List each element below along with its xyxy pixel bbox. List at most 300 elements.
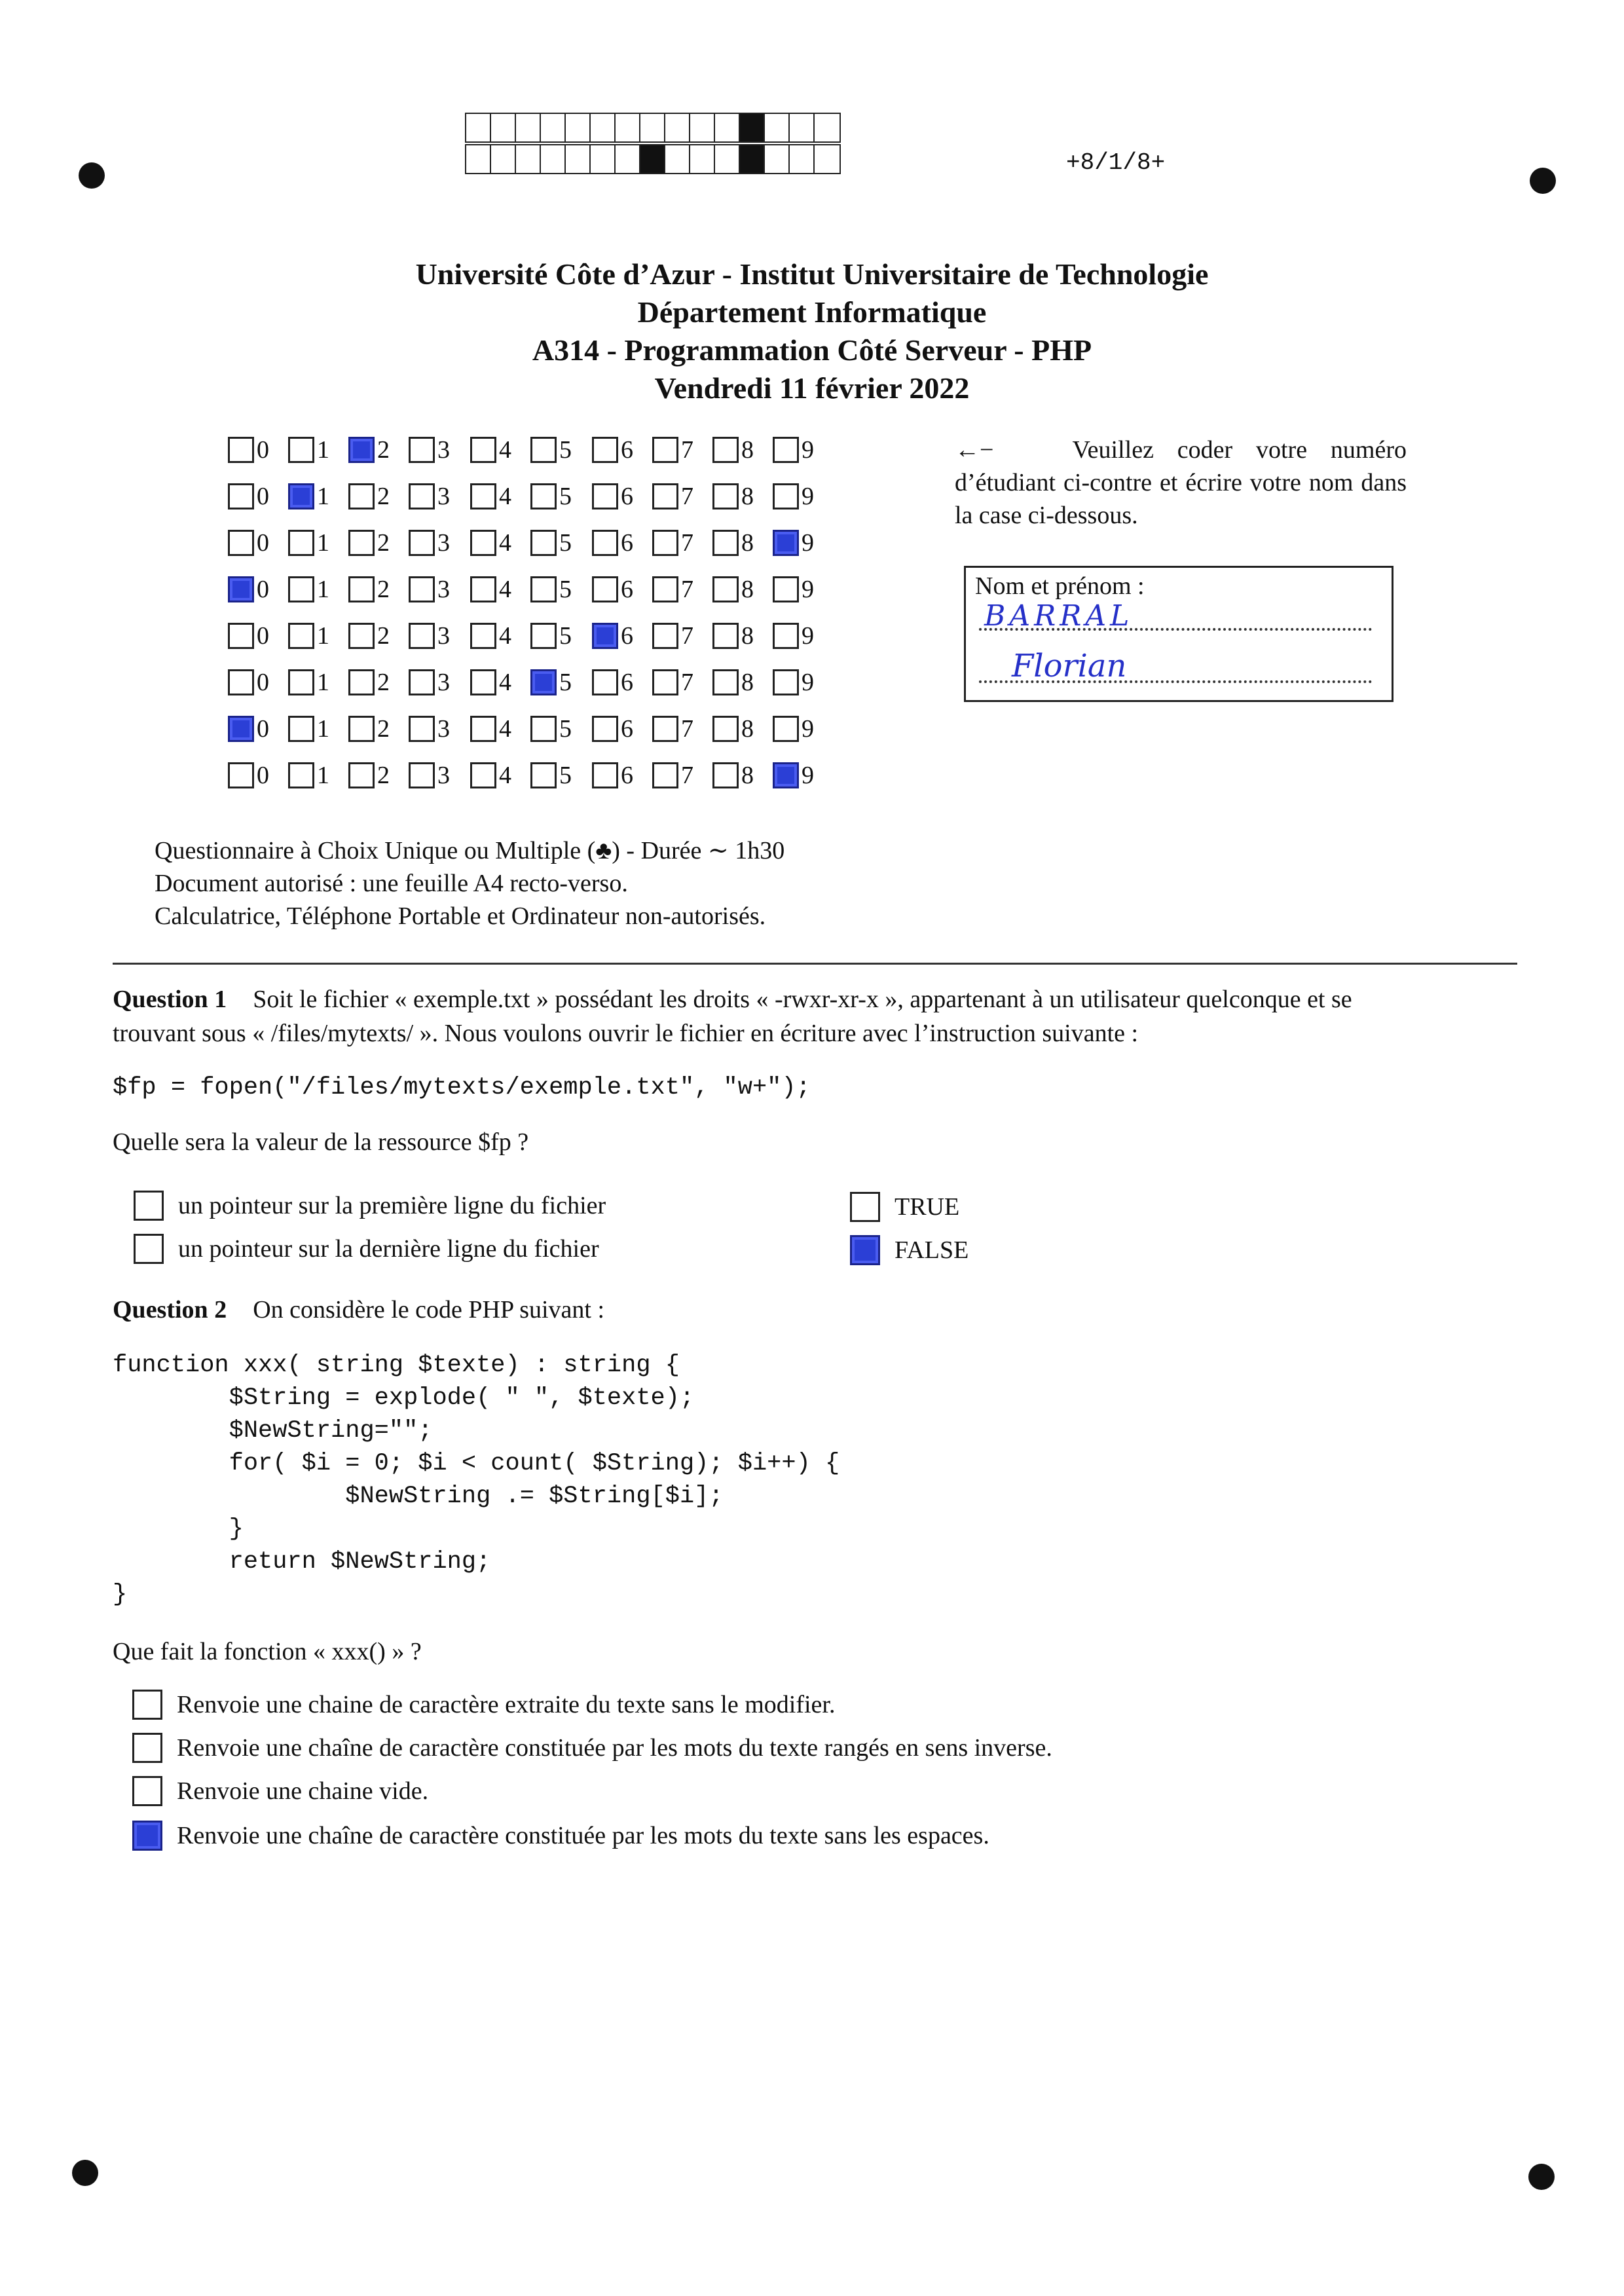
id-digit-option[interactable]	[409, 665, 450, 700]
id-digit-option[interactable]	[409, 479, 450, 514]
id-digit-option[interactable]	[773, 479, 814, 514]
id-digit-option[interactable]	[228, 758, 269, 793]
checkbox[interactable]	[773, 762, 799, 788]
checkbox[interactable]	[348, 437, 375, 463]
digit-label: 7	[681, 762, 693, 789]
id-digit-option[interactable]	[592, 758, 633, 793]
id-digit-option[interactable]	[652, 758, 693, 793]
checkbox[interactable]	[652, 762, 678, 788]
checkbox[interactable]	[592, 483, 618, 509]
checkbox[interactable]	[409, 716, 435, 742]
checkbox[interactable]	[773, 437, 799, 463]
question2-intro: On considère le code PHP suivant :	[253, 1296, 605, 1324]
checkbox[interactable]	[773, 576, 799, 602]
id-digit-option[interactable]	[348, 758, 390, 793]
checkbox[interactable]	[132, 1776, 162, 1806]
digit-label: 7	[681, 715, 693, 743]
checkbox[interactable]	[652, 576, 678, 602]
digit-label: 6	[621, 483, 633, 510]
title-date: Vendredi 11 février 2022	[654, 371, 970, 405]
digit-label: 0	[257, 669, 269, 696]
checkbox[interactable]	[409, 669, 435, 695]
id-digit-option[interactable]	[470, 758, 511, 793]
checkbox[interactable]	[228, 669, 254, 695]
checkbox[interactable]	[288, 669, 314, 695]
id-digit-option[interactable]	[773, 711, 814, 747]
id-digit-option[interactable]	[470, 618, 511, 654]
id-digit-option[interactable]	[348, 572, 390, 607]
checkbox[interactable]	[850, 1192, 880, 1222]
id-digit-option[interactable]	[409, 525, 450, 561]
checkbox[interactable]	[288, 530, 314, 556]
checkbox[interactable]	[712, 576, 739, 602]
q1-option-first-line[interactable]	[134, 1191, 606, 1221]
registration-dot-bottom-left	[72, 2160, 98, 2186]
checkbox[interactable]	[592, 576, 618, 602]
option-label: un pointeur sur la première ligne du fichier	[178, 1192, 606, 1219]
digit-label: 3	[437, 762, 450, 789]
digit-label: 8	[741, 715, 754, 743]
id-digit-option[interactable]	[228, 479, 269, 514]
id-digit-option[interactable]	[348, 618, 390, 654]
q1-option-false[interactable]	[850, 1235, 969, 1265]
checkbox[interactable]	[348, 576, 375, 602]
option-label: un pointeur sur la dernière ligne du fichier	[178, 1235, 599, 1263]
id-digit-option[interactable]	[288, 525, 329, 561]
checkbox[interactable]	[712, 762, 739, 788]
digit-label: 8	[741, 529, 754, 557]
digit-label: 9	[802, 529, 814, 557]
id-digit-option[interactable]	[228, 618, 269, 654]
checkbox[interactable]	[592, 762, 618, 788]
digit-label: 3	[437, 436, 450, 464]
barcode-cell	[790, 145, 815, 173]
checkbox[interactable]	[773, 716, 799, 742]
checkbox[interactable]	[592, 716, 618, 742]
checkbox[interactable]	[652, 716, 678, 742]
digit-label: 2	[377, 762, 390, 789]
q2-option-no-spaces[interactable]	[132, 1821, 989, 1851]
checkbox[interactable]	[712, 716, 739, 742]
q1-option-last-line[interactable]	[134, 1234, 599, 1264]
id-digit-option[interactable]	[592, 479, 633, 514]
checkbox[interactable]	[592, 530, 618, 556]
checkbox[interactable]	[134, 1234, 164, 1264]
id-digit-option[interactable]	[530, 711, 572, 747]
digit-label: 4	[499, 483, 511, 510]
id-digit-option[interactable]	[348, 432, 390, 468]
checkbox[interactable]	[228, 576, 254, 602]
barcode-cell	[591, 145, 616, 173]
id-digit-option[interactable]	[712, 665, 754, 700]
digit-label: 9	[802, 436, 814, 464]
digit-label: 1	[317, 576, 329, 603]
id-digit-option[interactable]	[409, 432, 450, 468]
barcode-cell	[815, 145, 840, 173]
checkbox[interactable]	[470, 483, 496, 509]
digit-label: 3	[437, 529, 450, 557]
id-digit-option[interactable]	[228, 665, 269, 700]
id-digit-option[interactable]	[228, 572, 269, 607]
digit-label: 6	[621, 622, 633, 650]
checkbox[interactable]	[288, 437, 314, 463]
checkbox[interactable]	[652, 623, 678, 649]
digit-label: 3	[437, 715, 450, 743]
id-digit-option[interactable]	[652, 479, 693, 514]
checkbox[interactable]	[228, 483, 254, 509]
question1-prompt: Quelle sera la valeur de la ressource $fp ?	[113, 1128, 529, 1156]
barcode-cell	[715, 114, 740, 141]
id-digit-option[interactable]	[592, 711, 633, 747]
checkbox[interactable]	[470, 762, 496, 788]
id-digit-option[interactable]	[530, 665, 572, 700]
digit-label: 9	[802, 576, 814, 603]
id-digit-option[interactable]	[530, 618, 572, 654]
barcode-cell	[765, 145, 790, 173]
id-digit-option[interactable]	[288, 432, 329, 468]
id-digit-option[interactable]	[592, 618, 633, 654]
checkbox[interactable]	[409, 483, 435, 509]
registration-dot-top-left	[79, 162, 105, 189]
id-digit-option[interactable]	[712, 432, 754, 468]
option-label: Renvoie une chaîne de caractère constituée par les mots du texte rangés en sens inverse.	[177, 1734, 1052, 1762]
checkbox[interactable]	[470, 669, 496, 695]
checkbox[interactable]	[470, 530, 496, 556]
id-digit-option[interactable]	[712, 618, 754, 654]
checkbox[interactable]	[470, 576, 496, 602]
id-digit-option[interactable]	[592, 665, 633, 700]
id-digit-option[interactable]	[652, 665, 693, 700]
title-course: A314 - Programmation Côté Serveur - PHP	[532, 333, 1092, 367]
checkbox[interactable]	[228, 437, 254, 463]
title-university: Université Côte d’Azur - Institut Universitaire de Technologie	[415, 257, 1209, 291]
id-digit-option[interactable]	[470, 711, 511, 747]
digit-label: 0	[257, 576, 269, 603]
digit-label: 8	[741, 483, 754, 510]
checkbox[interactable]	[530, 576, 557, 602]
digit-label: 8	[741, 436, 754, 464]
checkbox[interactable]	[288, 716, 314, 742]
id-digit-option[interactable]	[228, 432, 269, 468]
checkbox[interactable]	[530, 530, 557, 556]
id-digit-option[interactable]	[288, 665, 329, 700]
digit-label: 1	[317, 669, 329, 696]
question2-label: Question 2	[113, 1296, 227, 1324]
digit-label: 1	[317, 622, 329, 650]
barcode-cell	[690, 145, 715, 173]
checkbox[interactable]	[773, 483, 799, 509]
id-digit-option[interactable]	[288, 758, 329, 793]
checkbox[interactable]	[773, 623, 799, 649]
barcode-cell	[616, 145, 640, 173]
id-digit-option[interactable]	[288, 572, 329, 607]
digit-label: 7	[681, 529, 693, 557]
checkbox[interactable]	[409, 623, 435, 649]
id-digit-option[interactable]	[773, 525, 814, 561]
checkbox[interactable]	[409, 576, 435, 602]
id-instructions	[955, 434, 1407, 532]
digit-label: 4	[499, 622, 511, 650]
q2-option-reverse[interactable]	[132, 1733, 1052, 1763]
checkbox[interactable]	[712, 530, 739, 556]
checkbox[interactable]	[652, 530, 678, 556]
digit-label: 9	[802, 669, 814, 696]
checkbox[interactable]	[592, 669, 618, 695]
page-barcode-row-2	[465, 144, 841, 174]
id-digit-option[interactable]	[530, 432, 572, 468]
checkbox[interactable]	[288, 483, 314, 509]
checkbox[interactable]	[652, 483, 678, 509]
id-digit-option[interactable]	[228, 525, 269, 561]
exam-info-line-1: Questionnaire à Choix Unique ou Multiple (♣) - Durée ∼ 1h30	[155, 837, 785, 864]
q2-option-empty[interactable]	[132, 1776, 428, 1806]
checkbox[interactable]	[712, 483, 739, 509]
checkbox[interactable]	[470, 716, 496, 742]
digit-label: 8	[741, 576, 754, 603]
id-digit-option[interactable]	[773, 432, 814, 468]
checkbox[interactable]	[348, 762, 375, 788]
question1-label: Question 1	[113, 986, 227, 1013]
barcode-cell	[740, 145, 765, 173]
code-line: }	[113, 1581, 128, 1608]
checkbox[interactable]	[348, 530, 375, 556]
digit-label: 5	[559, 529, 572, 557]
id-digit-option[interactable]	[288, 711, 329, 747]
barcode-cell	[640, 145, 665, 173]
checkbox[interactable]	[288, 623, 314, 649]
id-digit-option[interactable]	[348, 479, 390, 514]
digit-label: 2	[377, 483, 390, 510]
digit-label: 2	[377, 576, 390, 603]
digit-label: 5	[559, 762, 572, 789]
checkbox[interactable]	[348, 483, 375, 509]
id-digit-option[interactable]	[409, 758, 450, 793]
digit-label: 0	[257, 436, 269, 464]
checkbox[interactable]	[288, 762, 314, 788]
handwritten-last-name: BARRAL	[984, 599, 1134, 633]
checkbox[interactable]	[228, 623, 254, 649]
checkbox[interactable]	[652, 437, 678, 463]
checkbox[interactable]	[228, 762, 254, 788]
checkbox[interactable]	[132, 1821, 162, 1851]
page-barcode-row-1	[465, 113, 841, 143]
id-digit-option[interactable]	[409, 572, 450, 607]
code-line: return $NewString;	[113, 1548, 491, 1576]
checkbox[interactable]	[652, 669, 678, 695]
question1-text	[113, 982, 1521, 1050]
digit-label: 0	[257, 622, 269, 650]
id-digit-option[interactable]	[773, 618, 814, 654]
id-digit-option[interactable]	[652, 525, 693, 561]
id-digit-option[interactable]	[470, 572, 511, 607]
checkbox[interactable]	[530, 762, 557, 788]
digit-label: 1	[317, 715, 329, 743]
checkbox[interactable]	[132, 1733, 162, 1763]
barcode-cell	[541, 114, 566, 141]
barcode-cell	[815, 114, 840, 141]
id-digit-option[interactable]	[530, 479, 572, 514]
digit-label: 6	[621, 436, 633, 464]
digit-label: 4	[499, 669, 511, 696]
barcode-cell	[566, 114, 591, 141]
question2-prompt: Que fait la fonction « xxx() » ?	[113, 1638, 422, 1665]
checkbox[interactable]	[530, 623, 557, 649]
checkbox[interactable]	[712, 623, 739, 649]
digit-label: 6	[621, 715, 633, 743]
id-digit-option[interactable]	[652, 572, 693, 607]
code-line: $String = explode( " ", $texte);	[113, 1384, 695, 1412]
barcode-cell	[665, 114, 690, 141]
digit-label: 9	[802, 715, 814, 743]
q2-option-extract[interactable]	[132, 1690, 835, 1720]
id-digit-option[interactable]	[288, 618, 329, 654]
digit-label: 4	[499, 576, 511, 603]
digit-label: 1	[317, 762, 329, 789]
checkbox[interactable]	[470, 437, 496, 463]
checkbox[interactable]	[409, 437, 435, 463]
digit-label: 5	[559, 483, 572, 510]
digit-label: 3	[437, 669, 450, 696]
digit-label: 8	[741, 669, 754, 696]
barcode-cell	[541, 145, 566, 173]
exam-info-line-3: Calculatrice, Téléphone Portable et Ordinateur non-autorisés.	[155, 902, 766, 930]
digit-label: 3	[437, 483, 450, 510]
id-digit-option[interactable]	[530, 525, 572, 561]
checkbox[interactable]	[773, 669, 799, 695]
id-digit-option[interactable]	[773, 665, 814, 700]
checkbox[interactable]	[592, 437, 618, 463]
question2-code	[113, 1349, 840, 1611]
barcode-cell	[566, 145, 591, 173]
id-digit-option[interactable]	[712, 572, 754, 607]
checkbox[interactable]	[712, 437, 739, 463]
checkbox[interactable]	[850, 1235, 880, 1265]
id-digit-option[interactable]	[470, 479, 511, 514]
checkbox[interactable]	[348, 669, 375, 695]
digit-label: 8	[741, 762, 754, 789]
id-digit-option[interactable]	[712, 479, 754, 514]
checkbox[interactable]	[530, 669, 557, 695]
barcode-cell	[665, 145, 690, 173]
checkbox[interactable]	[530, 483, 557, 509]
id-digit-option[interactable]	[652, 432, 693, 468]
id-digit-option[interactable]	[348, 665, 390, 700]
registration-dot-bottom-right	[1528, 2164, 1555, 2190]
id-digit-option[interactable]	[712, 525, 754, 561]
id-digit-option[interactable]	[592, 432, 633, 468]
question2-text	[113, 1293, 604, 1327]
id-digit-option[interactable]	[592, 525, 633, 561]
q1-option-true[interactable]	[850, 1192, 959, 1222]
id-instruction-text: Veuillez coder votre numéro d’étudiant ci-contre et écrire votre nom dans la case ci-dessous.	[955, 436, 1407, 529]
checkbox[interactable]	[409, 530, 435, 556]
digit-label: 0	[257, 529, 269, 557]
id-digit-option[interactable]	[409, 618, 450, 654]
id-digit-option[interactable]	[470, 525, 511, 561]
barcode-cell	[690, 114, 715, 141]
id-digit-option[interactable]	[228, 711, 269, 747]
section-divider	[113, 963, 1517, 965]
checkbox[interactable]	[132, 1690, 162, 1720]
barcode-cell	[740, 114, 765, 141]
digit-label: 1	[317, 436, 329, 464]
barcode-cell	[516, 114, 541, 141]
checkbox[interactable]	[228, 716, 254, 742]
barcode-cell	[466, 145, 491, 173]
digit-label: 2	[377, 436, 390, 464]
digit-label: 5	[559, 576, 572, 603]
digit-label: 2	[377, 669, 390, 696]
name-label: Nom et prénom :	[975, 572, 1145, 600]
id-digit-option[interactable]	[652, 618, 693, 654]
id-digit-option[interactable]	[288, 479, 329, 514]
option-label: Renvoie une chaine de caractère extraite du texte sans le modifier.	[177, 1691, 836, 1718]
id-digit-option[interactable]	[348, 525, 390, 561]
barcode-cell	[491, 114, 516, 141]
checkbox[interactable]	[530, 437, 557, 463]
id-digit-option[interactable]	[409, 711, 450, 747]
digit-label: 6	[621, 762, 633, 789]
option-label: TRUE	[895, 1193, 960, 1221]
checkbox[interactable]	[470, 623, 496, 649]
barcode-cell	[591, 114, 616, 141]
id-digit-option[interactable]	[470, 665, 511, 700]
checkbox[interactable]	[592, 623, 618, 649]
id-digit-option[interactable]	[348, 711, 390, 747]
id-digit-option[interactable]	[712, 711, 754, 747]
id-digit-option[interactable]	[592, 572, 633, 607]
name-box[interactable]	[964, 566, 1393, 702]
checkbox[interactable]	[409, 762, 435, 788]
id-digit-option[interactable]	[530, 572, 572, 607]
id-digit-option[interactable]	[652, 711, 693, 747]
digit-label: 0	[257, 762, 269, 789]
digit-label: 5	[559, 622, 572, 650]
digit-label: 4	[499, 436, 511, 464]
barcode-cell	[516, 145, 541, 173]
id-digit-option[interactable]	[712, 758, 754, 793]
checkbox[interactable]	[348, 716, 375, 742]
code-line: $NewString="";	[113, 1417, 433, 1445]
id-digit-option[interactable]	[530, 758, 572, 793]
checkbox[interactable]	[288, 576, 314, 602]
id-digit-option[interactable]	[773, 572, 814, 607]
code-line: for( $i = 0; $i < count( $String); $i++) {	[113, 1450, 840, 1477]
digit-label: 3	[437, 576, 450, 603]
digit-label: 0	[257, 715, 269, 743]
digit-label: 5	[559, 436, 572, 464]
id-digit-option[interactable]	[470, 432, 511, 468]
digit-label: 4	[499, 762, 511, 789]
digit-label: 7	[681, 483, 693, 510]
option-label: FALSE	[895, 1236, 969, 1264]
checkbox[interactable]	[348, 623, 375, 649]
barcode-cell	[790, 114, 815, 141]
checkbox[interactable]	[228, 530, 254, 556]
digit-label: 5	[559, 669, 572, 696]
digit-label: 7	[681, 576, 693, 603]
digit-label: 4	[499, 529, 511, 557]
checkbox[interactable]	[530, 716, 557, 742]
checkbox[interactable]	[712, 669, 739, 695]
exam-info-line-2: Document autorisé : une feuille A4 recto-verso.	[155, 870, 628, 897]
digit-label: 6	[621, 576, 633, 603]
digit-label: 1	[317, 529, 329, 557]
digit-label: 3	[437, 622, 450, 650]
checkbox[interactable]	[773, 530, 799, 556]
checkbox[interactable]	[134, 1191, 164, 1221]
id-digit-option[interactable]	[773, 758, 814, 793]
